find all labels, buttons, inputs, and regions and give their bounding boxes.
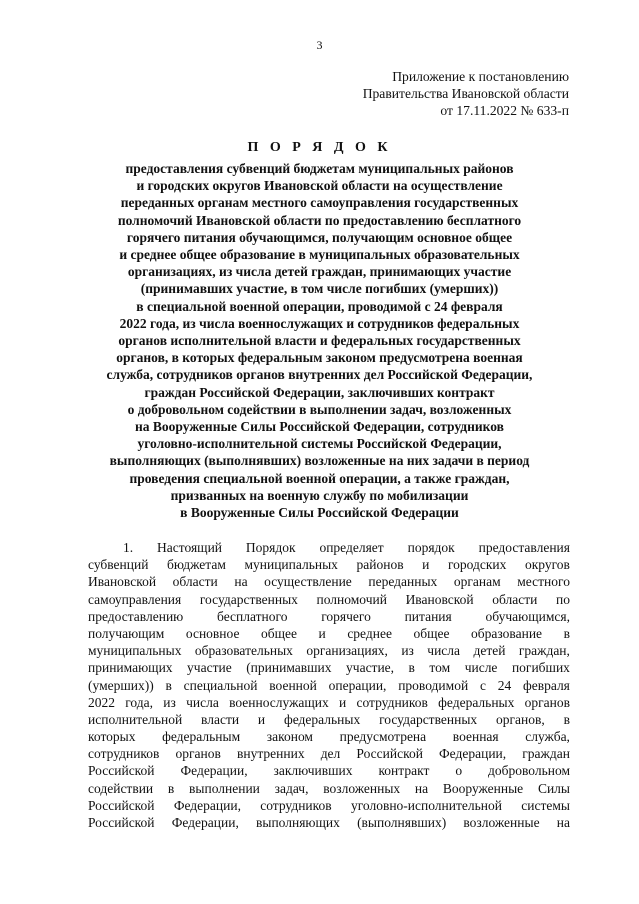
body-word: 1. bbox=[123, 540, 134, 555]
body-word: осуществление bbox=[264, 574, 352, 590]
body-word: внутренних bbox=[237, 746, 305, 762]
body-word: в bbox=[165, 677, 172, 693]
body-word: округов bbox=[524, 557, 570, 573]
body-word: образование bbox=[471, 625, 543, 641]
body-line bbox=[88, 780, 570, 797]
subtitle-line: горячего питания обучающимся, получающим основное общее bbox=[126, 229, 513, 245]
body-word: предоставлению bbox=[88, 608, 184, 624]
body-word: года, bbox=[125, 694, 154, 710]
appendix-header bbox=[363, 68, 569, 119]
body-word: законом bbox=[266, 729, 313, 745]
body-word: 2022 bbox=[88, 694, 115, 710]
body-word: в bbox=[408, 660, 415, 676]
body-word: с bbox=[479, 677, 486, 693]
body-word: из bbox=[401, 643, 414, 659]
body-word: Вооруженные bbox=[442, 780, 524, 796]
body-word: обучающимся, bbox=[485, 608, 570, 624]
appendix-line-3: от 17.11.2022 № 633-п bbox=[440, 103, 569, 118]
appendix-line-2: Правительства Ивановской области bbox=[362, 86, 569, 101]
body-word: и bbox=[339, 694, 347, 710]
body-word: специальной bbox=[183, 677, 258, 693]
body-word: (выполнявших) bbox=[357, 815, 447, 830]
body-line bbox=[88, 745, 570, 762]
body-word: военная bbox=[452, 729, 499, 745]
body-word: государственных bbox=[379, 711, 478, 727]
body-word: том bbox=[429, 660, 451, 676]
subtitle-line: и среднее общее образование в муниципальных образовательных bbox=[119, 247, 520, 263]
body-word: предоставления bbox=[478, 540, 570, 555]
paragraph-1 bbox=[88, 539, 570, 831]
body-word: Федерации, bbox=[171, 815, 239, 830]
body-word: порядок bbox=[407, 540, 455, 555]
body-word: самоуправления bbox=[88, 591, 182, 607]
body-word: области bbox=[492, 591, 538, 607]
body-line bbox=[88, 573, 570, 590]
body-word: задач, bbox=[274, 780, 309, 796]
subtitle-line: уголовно-исполнительной системы Российской Федерации, bbox=[137, 436, 502, 452]
subtitle-line: на Вооруженные Силы Российской Федерации, сотрудников bbox=[135, 419, 504, 435]
body-word: определяет bbox=[319, 540, 384, 555]
body-line bbox=[88, 625, 570, 642]
body-word: местного bbox=[517, 574, 570, 590]
body-word: дел bbox=[320, 746, 341, 762]
body-line bbox=[88, 711, 570, 728]
body-word: Российской bbox=[356, 746, 423, 762]
body-line bbox=[88, 556, 570, 573]
body-word: предусмотрена bbox=[339, 729, 427, 745]
subtitle-line: предоставления субвенций бюджетам муниципальных районов bbox=[125, 161, 514, 176]
body-line bbox=[88, 539, 570, 556]
subtitle-line: органов, в которых федеральным законом предусмотрена военная bbox=[116, 350, 523, 366]
body-word: граждан, bbox=[518, 643, 570, 659]
body-word: органов bbox=[524, 694, 570, 710]
body-word: среднее bbox=[347, 625, 392, 641]
subtitle-line: призванных на военную службу по мобилизации bbox=[170, 487, 469, 503]
body-word: районов bbox=[356, 557, 404, 573]
body-word: возложенные bbox=[463, 815, 540, 830]
body-word: (умерших)) bbox=[88, 677, 154, 693]
subtitle-line: (принимавших участие, в том числе погибших (умерших)) bbox=[140, 281, 499, 297]
subtitle-line: полномочий Ивановской области по предоставлению бесплатного bbox=[117, 212, 522, 228]
body-word: возложенных bbox=[323, 780, 401, 796]
subtitle-line: выполняющих (выполнявших) возложенные на них задачи в период bbox=[109, 453, 530, 469]
body-line bbox=[88, 659, 570, 676]
body-word: организациях, bbox=[306, 643, 388, 659]
body-word: сотрудников bbox=[260, 797, 332, 813]
body-word: Федерации, bbox=[173, 797, 241, 813]
body-word: Порядок bbox=[245, 540, 296, 555]
body-word: операции, bbox=[328, 677, 387, 693]
body-word: переданных bbox=[368, 574, 438, 590]
body-word: (принимавших bbox=[246, 660, 332, 676]
body-word: числа bbox=[427, 643, 461, 659]
body-word: контракт bbox=[378, 763, 430, 779]
body-word: получающим bbox=[88, 625, 165, 641]
body-word: заключивших bbox=[273, 763, 353, 779]
body-word: Российской bbox=[88, 797, 155, 813]
subtitle-line: переданных органам местного самоуправления государственных bbox=[120, 195, 519, 211]
body-word: Федерации, bbox=[439, 746, 507, 762]
body-word: органов, bbox=[495, 711, 545, 727]
body-word: питания bbox=[404, 608, 452, 624]
body-word: принимающих bbox=[88, 660, 173, 676]
body-word: погибших bbox=[511, 660, 570, 676]
subtitle-line: и городских округов Ивановской области на осуществление bbox=[136, 178, 503, 194]
body-line bbox=[88, 762, 570, 779]
body-word: Ивановской bbox=[405, 591, 474, 607]
body-word: горячего bbox=[321, 608, 371, 624]
body-word: муниципальных bbox=[244, 557, 338, 573]
body-word: военнослужащих bbox=[229, 694, 329, 710]
document-title: П О Р Я Д О К bbox=[247, 140, 392, 155]
body-word: которых bbox=[88, 729, 136, 745]
body-word: участие, bbox=[346, 660, 395, 676]
body-word: исполнительной bbox=[88, 711, 183, 727]
body-line bbox=[88, 728, 570, 745]
body-word: органам bbox=[453, 574, 501, 590]
body-line bbox=[88, 642, 570, 659]
body-word: выполнении bbox=[189, 780, 260, 796]
body-word: проводимой bbox=[398, 677, 469, 693]
body-line bbox=[88, 608, 570, 625]
body-word: Российской bbox=[88, 763, 155, 779]
body-word: на bbox=[414, 780, 429, 796]
subtitle-line: в специальной военной операции, проводимой с 24 февраля bbox=[136, 298, 503, 314]
body-word: городских bbox=[447, 557, 507, 573]
body-word: о bbox=[455, 763, 463, 779]
body-word: бюджетам bbox=[167, 557, 226, 573]
body-word: добровольном bbox=[488, 763, 570, 779]
body-word: уголовно-исполнительной bbox=[350, 797, 502, 813]
body-line bbox=[88, 694, 570, 711]
body-word: 24 bbox=[497, 677, 512, 693]
body-word: области bbox=[172, 574, 218, 590]
subtitle-line: служба, сотрудников органов внутренних дел Российской Федерации, bbox=[106, 367, 533, 383]
body-word: образовательных bbox=[194, 643, 293, 659]
subtitle-line: проведения специальной военной операции, а также граждан, bbox=[129, 470, 510, 486]
body-word: органов bbox=[175, 746, 221, 762]
body-word: Силы bbox=[537, 780, 570, 796]
body-word: в bbox=[563, 625, 570, 641]
body-word: выполняющих bbox=[256, 815, 340, 830]
body-word: основное bbox=[185, 625, 240, 641]
body-word: на bbox=[234, 574, 248, 590]
body-word: власти bbox=[201, 711, 240, 727]
body-word: сотрудников bbox=[356, 694, 428, 710]
body-word: субвенций bbox=[88, 557, 149, 573]
body-line bbox=[88, 591, 570, 608]
body-word: в bbox=[563, 711, 570, 727]
body-line bbox=[88, 797, 570, 814]
body-word: государственных bbox=[199, 591, 298, 607]
page-number: 3 bbox=[316, 38, 323, 52]
appendix-line-1: Приложение к постановлению bbox=[392, 69, 569, 84]
body-word: содействии bbox=[88, 780, 154, 796]
body-word: на bbox=[556, 815, 570, 830]
body-word: по bbox=[555, 591, 570, 607]
subtitle-line: органов исполнительной власти и федеральных государственных bbox=[118, 333, 521, 349]
subtitle-line: организациях, из числа детей граждан, принимающих участие bbox=[127, 264, 512, 280]
document-subtitle bbox=[0, 160, 639, 521]
body-word: бесплатного bbox=[217, 608, 288, 624]
body-word: федеральным bbox=[162, 729, 241, 745]
body-word: и bbox=[422, 557, 430, 573]
body-line bbox=[88, 814, 570, 831]
body-word: числе bbox=[464, 660, 498, 676]
body-word: Российской bbox=[88, 815, 155, 830]
subtitle-line: 2022 года, из числа военнослужащих и сотрудников федеральных bbox=[119, 315, 520, 331]
body-word: и bbox=[318, 625, 326, 641]
body-word: общее bbox=[260, 625, 297, 641]
body-word: числа bbox=[186, 694, 219, 710]
body-word: Настоящий bbox=[157, 540, 223, 555]
body-word: и bbox=[257, 711, 266, 727]
body-word: февраля bbox=[522, 677, 570, 693]
subtitle-line: в Вооруженные Силы Российской Федерации bbox=[180, 505, 459, 521]
body-word: федеральных bbox=[438, 694, 515, 710]
body-word: Федерации, bbox=[180, 763, 248, 779]
body-word: Ивановской bbox=[88, 574, 157, 590]
body-line bbox=[88, 677, 570, 694]
body-word: участие bbox=[187, 660, 232, 676]
body-word: общее bbox=[413, 625, 450, 641]
subtitle-line: о добровольном содействии в выполнении задач, возложенных bbox=[127, 401, 512, 417]
body-word: в bbox=[167, 780, 175, 796]
body-word: служба, bbox=[525, 729, 570, 745]
body-word: системы bbox=[521, 797, 570, 813]
body-word: военной bbox=[269, 677, 317, 693]
body-word: граждан bbox=[522, 746, 570, 762]
body-word: сотрудников bbox=[88, 746, 160, 762]
subtitle-line: граждан Российской Федерации, заключивших контракт bbox=[144, 384, 495, 400]
body-word: федеральных bbox=[284, 711, 361, 727]
body-word: полномочий bbox=[316, 591, 387, 607]
body-word: муниципальных bbox=[88, 643, 182, 659]
body-word: детей bbox=[473, 643, 506, 659]
body-word: из bbox=[163, 694, 176, 710]
